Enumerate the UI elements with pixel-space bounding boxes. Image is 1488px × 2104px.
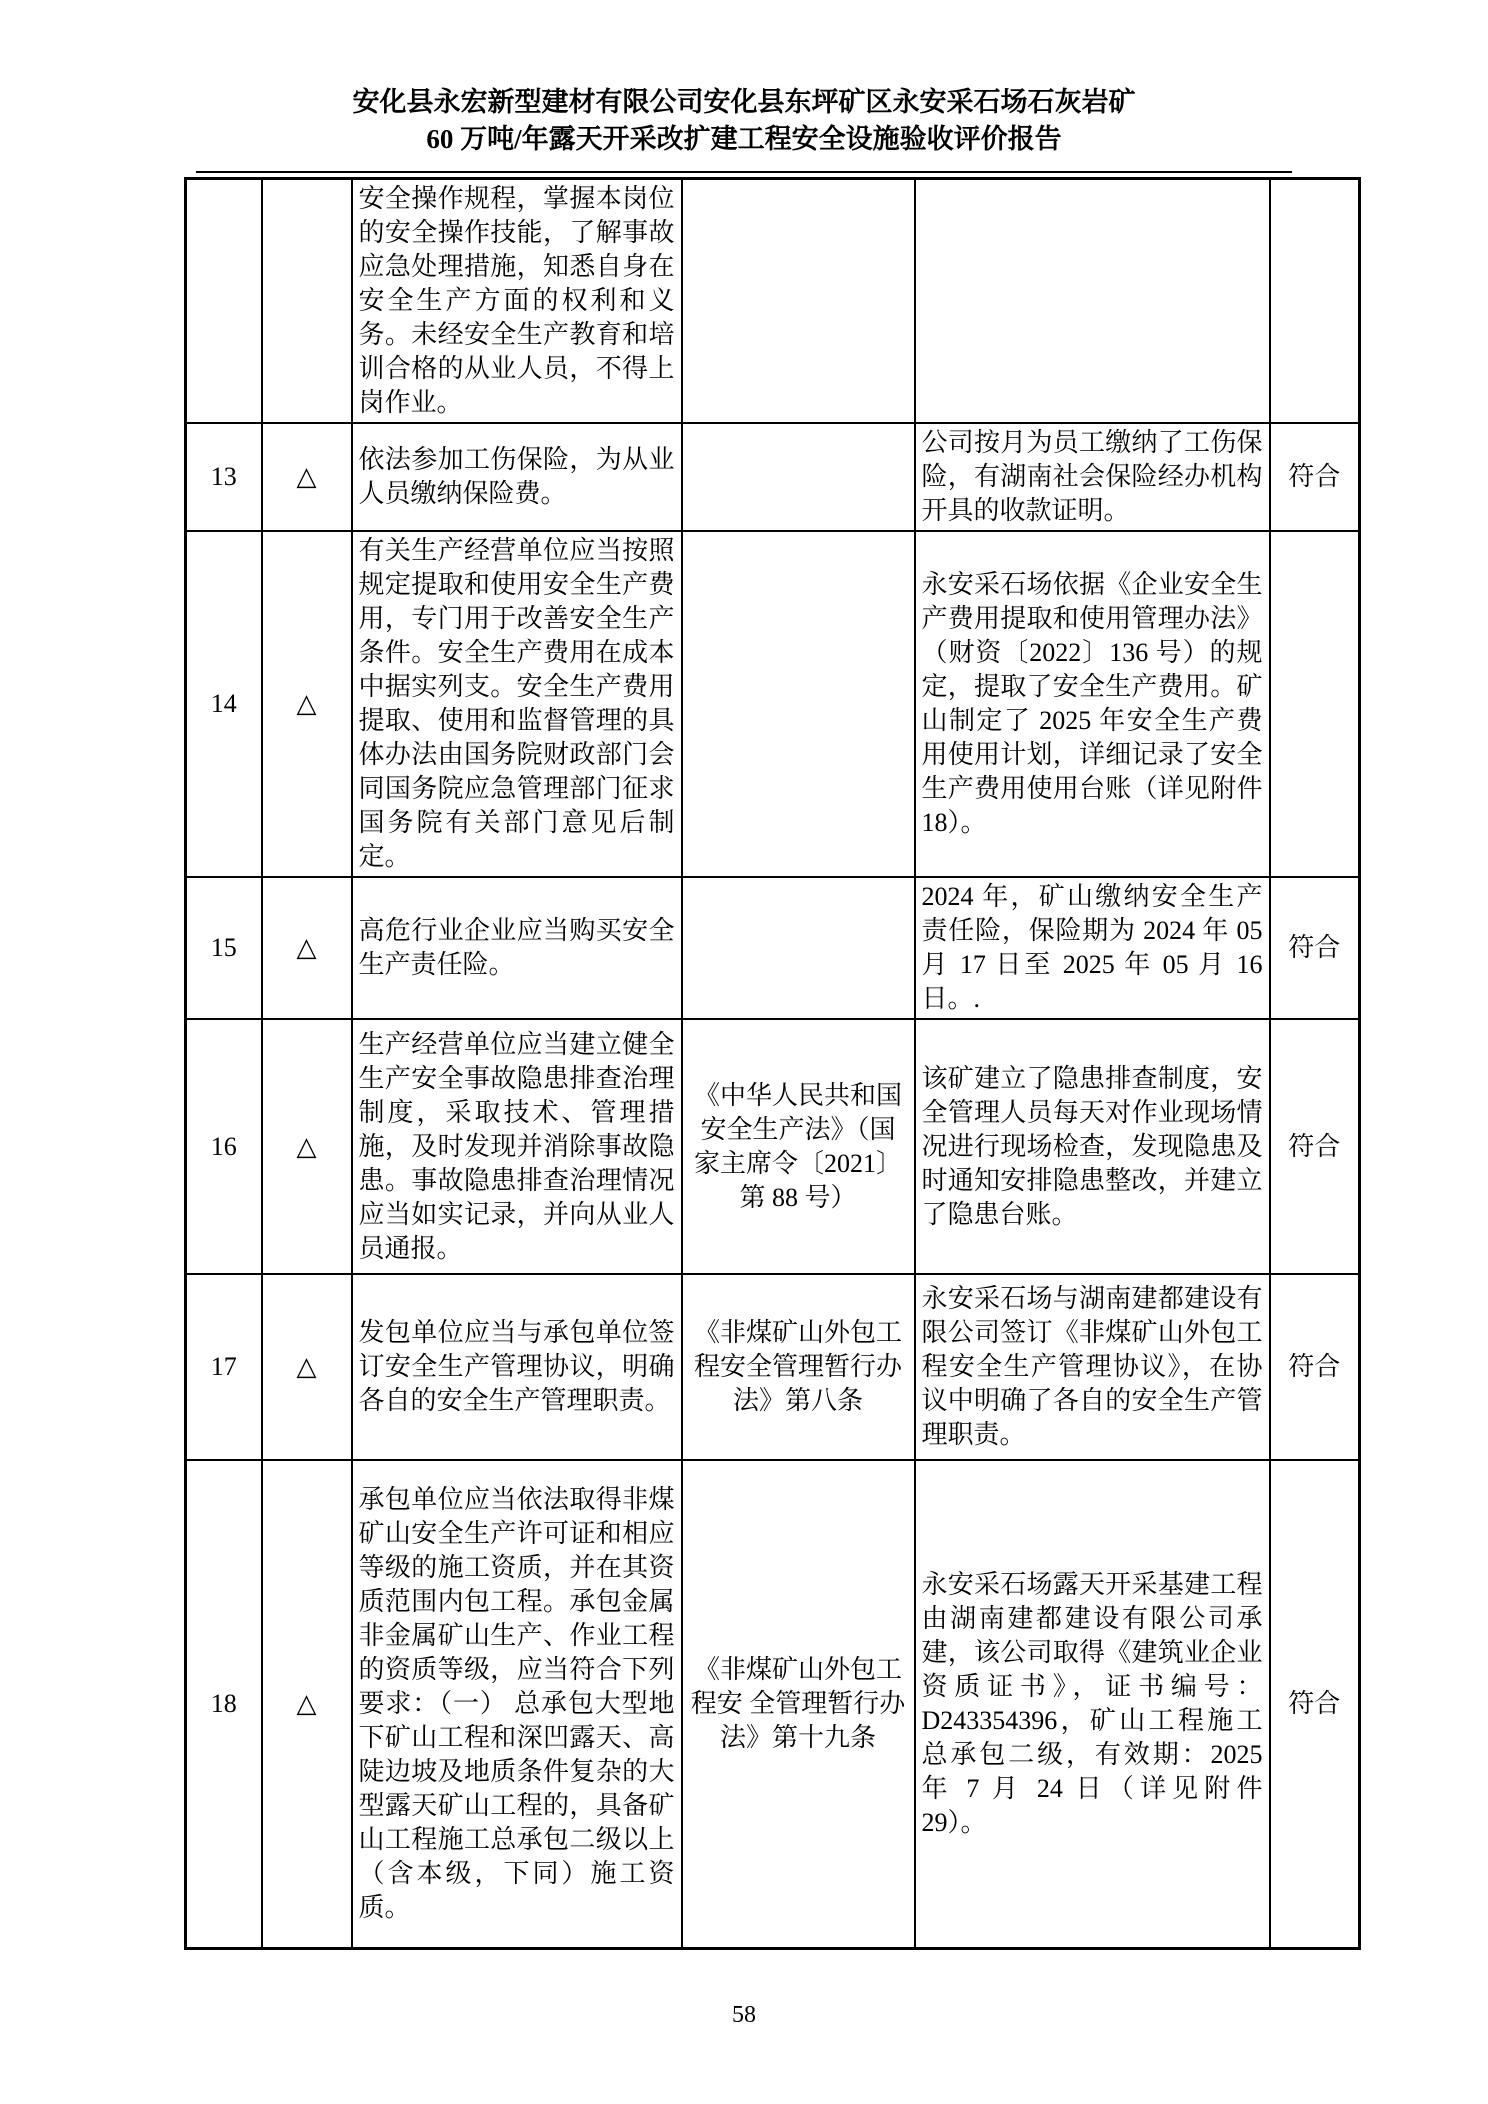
requirement-cell: 生产经营单位应当建立健全生产安全事故隐患排查治理制度，采取技术、管理措施，及时发现并消除事故隐患。事故隐患排查治理情况应当如实记录，并向从业人员通报。	[352, 1019, 682, 1274]
conclusion-cell: 符合	[1270, 1460, 1360, 1948]
table-row-17	[186, 1274, 1360, 1460]
row-number-cell: 18	[186, 1460, 262, 1948]
legal-basis-cell	[682, 877, 915, 1019]
legal-basis-cell	[682, 423, 915, 531]
triangle-symbol: △	[262, 1274, 352, 1460]
table-row-18	[186, 1460, 1360, 1948]
triangle-symbol: △	[262, 423, 352, 531]
legal-basis-cell	[682, 531, 915, 877]
row-number-cell: 15	[186, 877, 262, 1019]
requirement-cell: 依法参加工伤保险，为从业人员缴纳保险费。	[352, 423, 682, 531]
table-row-13	[186, 423, 1360, 531]
evaluation-cell: 永安采石场露天开采基建工程由湖南建都建设有限公司承建，该公司取得《建筑业企业资质证书》，证书编号：D243354396，矿山工程施工总承包二级，有效期：2025 年 7 月 24 日（详见附件 29）。	[915, 1460, 1270, 1948]
report-title	[0, 84, 1488, 158]
evaluation-cell: 公司按月为员工缴纳了工伤保险，有湖南社会保险经办机构开具的收款证明。	[915, 423, 1270, 531]
symbol-cell	[262, 179, 352, 424]
page-number: 58	[732, 2002, 756, 2028]
table-row-15	[186, 877, 1360, 1019]
row-number-cell: 17	[186, 1274, 262, 1460]
requirement-cell: 发包单位应当与承包单位签订安全生产管理协议，明确各自的安全生产管理职责。	[352, 1274, 682, 1460]
conclusion-cell: 符合	[1270, 1274, 1360, 1460]
header-rule	[196, 171, 1292, 173]
conclusion-cell: 符合	[1270, 423, 1360, 531]
table-row-16	[186, 1019, 1360, 1274]
row-number-cell: 14	[186, 531, 262, 877]
report-title-line1: 安化县永宏新型建材有限公司安化县东坪矿区永安采石场石灰岩矿	[352, 87, 1136, 117]
legal-basis-cell: 《中华人民共和国安全生产法》（国家主席令〔2021〕第 88 号）	[682, 1019, 915, 1274]
conclusion-cell	[1270, 531, 1360, 877]
conclusion-cell: 符合	[1270, 877, 1360, 1019]
evaluation-cell: 永安采石场与湖南建都建设有限公司签订《非煤矿山外包工程安全生产管理协议》，在协议中明确了各自的安全生产管理职责。	[915, 1274, 1270, 1460]
evaluation-cell: 2024 年，矿山缴纳安全生产责任险，保险期为 2024 年 05 月 17 日至 2025 年 05 月 16 日。.	[915, 877, 1270, 1019]
table-row-14	[186, 531, 1360, 877]
evaluation-cell	[915, 179, 1270, 424]
safety-review-table	[184, 177, 1361, 1950]
evaluation-cell: 该矿建立了隐患排查制度，安全管理人员每天对作业现场情况进行现场检查，发现隐患及时通知安排隐患整改，并建立了隐患台账。	[915, 1019, 1270, 1274]
triangle-symbol: △	[262, 1460, 352, 1948]
requirement-cell: 有关生产经营单位应当按照规定提取和使用安全生产费用，专门用于改善安全生产条件。安全生产费用在成本中据实列支。安全生产费用提取、使用和监督管理的具体办法由国务院财政部门会同国务院应急管理部门征求国务院有关部门意见后制定。	[352, 531, 682, 877]
row-number-cell: 16	[186, 1019, 262, 1274]
triangle-symbol: △	[262, 531, 352, 877]
requirement-cell: 承包单位应当依法取得非煤矿山安全生产许可证和相应等级的施工资质，并在其资质范围内包工程。承包金属非金属矿山生产、作业工程的资质等级，应当符合下列要求：（一） 总承包大型地下矿山工程和深凹露天、高陡边坡及地质条件复杂的大型露天矿山工程的，具备矿山工程施工总承包二级以上（含本级，下同）施工资质。	[352, 1460, 682, 1948]
legal-basis-cell: 《非煤矿山外包工程安 全管理暂行办法》第十九条	[682, 1460, 915, 1948]
conclusion-cell: 符合	[1270, 1019, 1360, 1274]
row-number-cell: 13	[186, 423, 262, 531]
requirement-cell: 高危行业企业应当购买安全生产责任险。	[352, 877, 682, 1019]
triangle-symbol: △	[262, 877, 352, 1019]
requirement-cell: 安全操作规程，掌握本岗位的安全操作技能，了解事故应急处理措施，知悉自身在安全生产方面的权利和义务。未经安全生产教育和培训合格的从业人员，不得上岗作业。	[352, 179, 682, 424]
row-number-cell	[186, 179, 262, 424]
legal-basis-cell	[682, 179, 915, 424]
evaluation-cell: 永安采石场依据《企业安全生产费用提取和使用管理办法》（财资〔2022〕136 号）的规定，提取了安全生产费用。矿山制定了 2025 年安全生产费用使用计划，详细记录了安全生产费用使用台账（详见附件 18）。	[915, 531, 1270, 877]
conclusion-cell	[1270, 179, 1360, 424]
report-title-line2: 60 万吨/年露天开采改扩建工程安全设施验收评价报告	[426, 124, 1062, 154]
triangle-symbol: △	[262, 1019, 352, 1274]
table-row-continuation	[186, 179, 1360, 424]
legal-basis-cell: 《非煤矿山外包工程安全管理暂行办法》第八条	[682, 1274, 915, 1460]
